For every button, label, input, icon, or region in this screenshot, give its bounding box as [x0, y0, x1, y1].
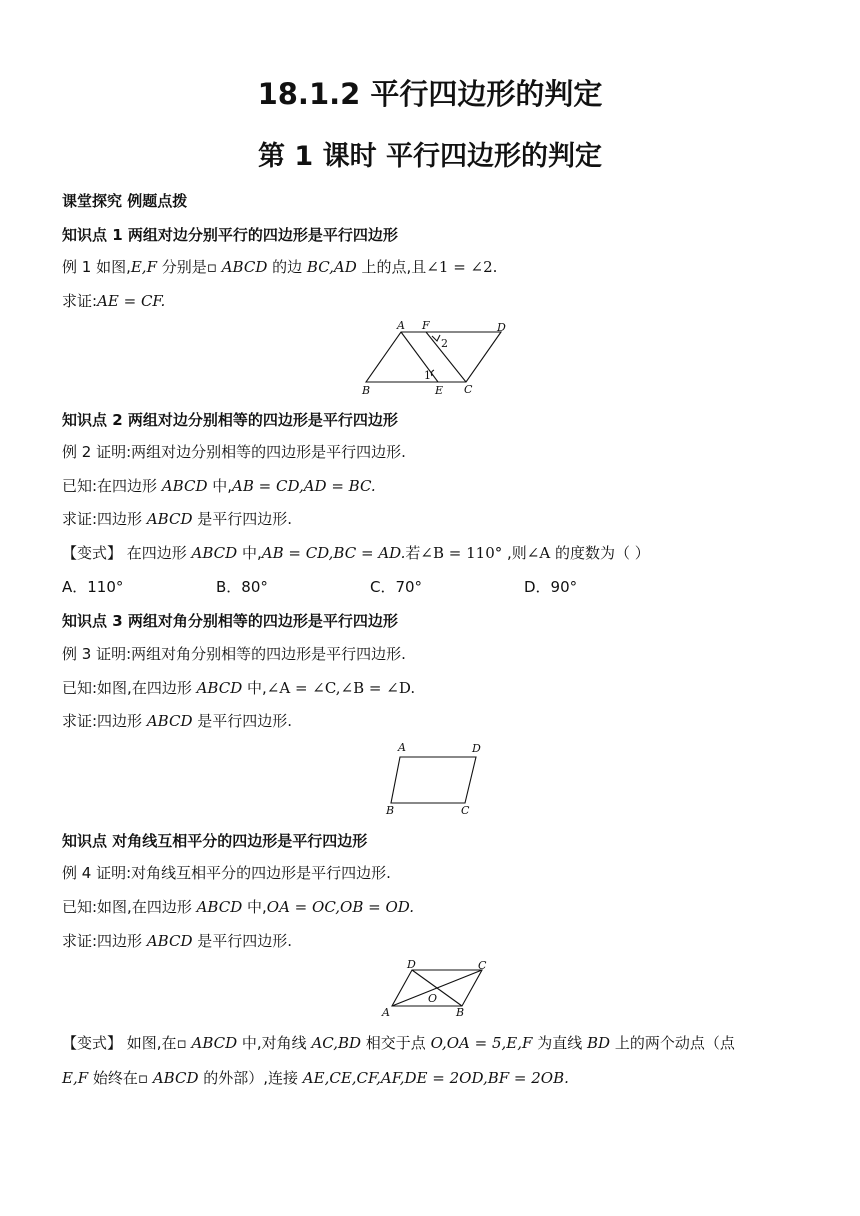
fig3-label-B: B [456, 1006, 465, 1019]
fig1-label-A: A [397, 320, 405, 332]
fig2-label-D: D [472, 742, 481, 755]
section-heading: 课堂探究 例题点拨 [62, 192, 188, 210]
kp4-prove: 求证:四边形 ABCD 是平行四边形. [62, 932, 293, 950]
kp4-variant-line1: 【变式】 如图,在▫ ABCD 中,对角线 AC,BD 相交于点 O,OA = 5,E,F 为直线 BD 上的两个动点（点 [62, 1034, 735, 1052]
option-a: A．110° [62, 578, 124, 596]
kp4-heading: 知识点 对角线互相平分的四边形是平行四边形 [62, 832, 368, 850]
kp2-prove: 求证:四边形 ABCD 是平行四边形. [62, 510, 293, 528]
fig1-label-F: F [422, 320, 430, 332]
main-title: 18.1.2 平行四边形的判定 [257, 77, 603, 111]
kp1-prove: 求证:AE = CF. [62, 292, 166, 310]
kp4-known: 已知:如图,在四边形 ABCD 中,OA = OC,OB = OD. [62, 898, 415, 916]
fig1-angle-2: 2 [441, 337, 448, 350]
kp2-known: 已知:在四边形 ABCD 中,AB = CD,AD = BC. [62, 477, 376, 495]
figure-2-quadrilateral [382, 740, 492, 820]
fig1-label-B: B [362, 384, 371, 396]
kp4-variant-line2: E,F 始终在▫ ABCD 的外部）,连接 AE,CE,CF,AF,DE = 2OD,BF = 2OB. [62, 1069, 569, 1087]
fig2-label-A: A [398, 741, 406, 754]
kp3-example: 例 3 证明:两组对角分别相等的四边形是平行四边形. [62, 645, 406, 663]
fig1-angle-1: 1 [424, 369, 431, 382]
lesson-subtitle: 第 1 课时 平行四边形的判定 [258, 141, 602, 172]
fig1-label-C: C [464, 383, 473, 396]
kp3-heading: 知识点 3 两组对角分别相等的四边形是平行四边形 [62, 612, 398, 630]
figure-3-diagonals [378, 958, 494, 1022]
kp2-example: 例 2 证明:两组对边分别相等的四边形是平行四边形. [62, 443, 406, 461]
kp3-prove: 求证:四边形 ABCD 是平行四边形. [62, 712, 293, 730]
fig2-label-C: C [461, 804, 470, 817]
kp2-variant: 【变式】 在四边形 ABCD 中,AB = CD,BC = AD.若∠B = 110° ,则∠A 的度数为（ ） [62, 544, 650, 562]
fig1-label-E: E [435, 384, 444, 396]
fig3-label-C: C [478, 959, 487, 972]
fig2-label-B: B [386, 804, 395, 817]
option-c: C．70° [370, 578, 423, 596]
fig1-label-D: D [497, 321, 506, 334]
kp4-example: 例 4 证明:对角线互相平分的四边形是平行四边形. [62, 864, 391, 882]
kp1-heading: 知识点 1 两组对边分别平行的四边形是平行四边形 [62, 226, 398, 244]
figure-1-parallelogram [358, 320, 508, 396]
kp2-heading: 知识点 2 两组对边分别相等的四边形是平行四边形 [62, 411, 398, 429]
fig3-label-O: O [428, 992, 438, 1005]
kp1-example: 例 1 如图,E,F 分别是▫ ABCD 的边 BC,AD 上的点,且∠1 = ∠2. [62, 258, 498, 276]
kp3-known: 已知:如图,在四边形 ABCD 中,∠A = ∠C,∠B = ∠D. [62, 679, 416, 697]
option-d: D．90° [524, 578, 578, 596]
fig3-label-A: A [382, 1006, 390, 1019]
option-b: B．80° [216, 578, 268, 596]
fig3-label-D: D [407, 958, 416, 971]
